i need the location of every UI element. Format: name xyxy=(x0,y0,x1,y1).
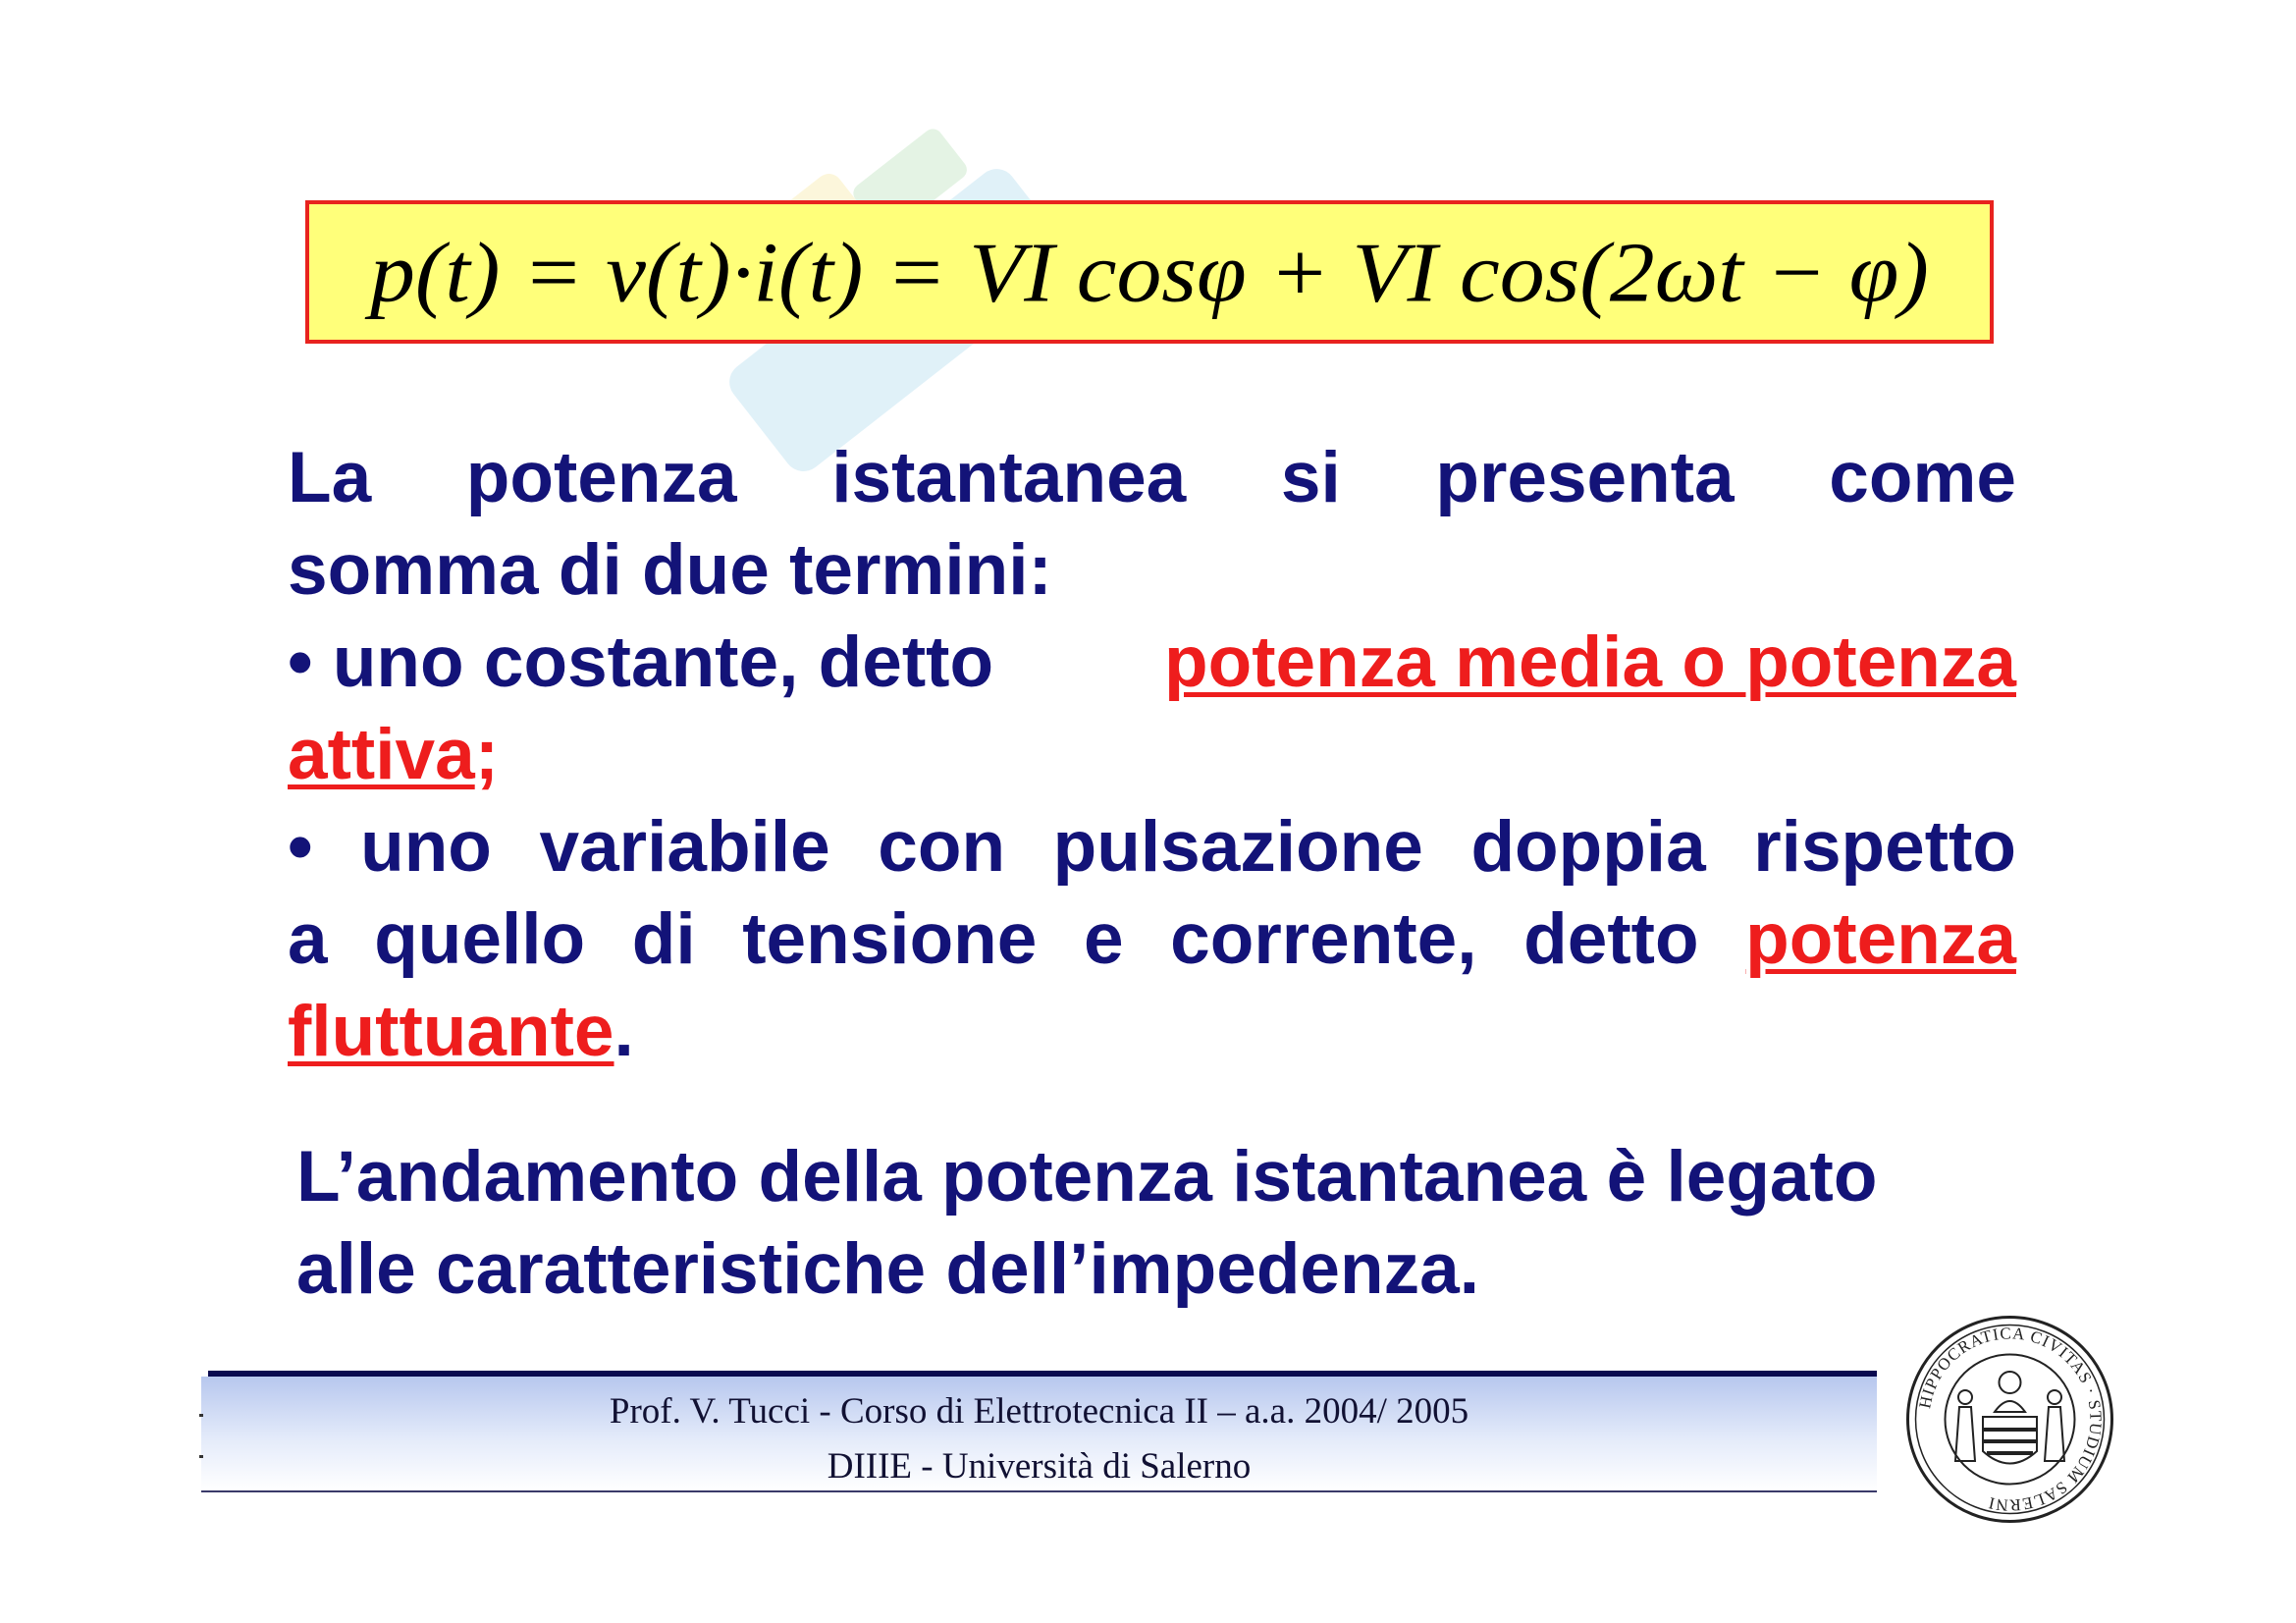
university-seal-icon xyxy=(1904,1314,2115,1525)
formula-box xyxy=(305,200,1994,344)
highlight-potenza-media: potenza media o potenza xyxy=(1164,622,2016,702)
highlight-attiva: attiva xyxy=(288,715,475,794)
seal-text: HIPPOCRATICA CIVITAS · STUDIUM SALERNI xyxy=(1915,1324,2106,1515)
bullet-1-text: • uno costante, detto xyxy=(288,622,1014,702)
word: rispetto xyxy=(1753,807,2016,887)
paragraph-line-2: somma di due termini: xyxy=(288,530,1052,610)
highlight-potenza: potenza xyxy=(1745,899,2016,979)
word: potenza xyxy=(465,438,737,517)
bullet-2-line-1 xyxy=(288,801,2016,893)
main-paragraph xyxy=(288,432,2016,1078)
formula-text: p(t) = v(t)·i(t) = VI cosφ + VI cos(2ωt − φ) xyxy=(363,225,1929,320)
word: come xyxy=(1829,438,2016,517)
word: con xyxy=(878,807,1006,887)
word: detto xyxy=(1523,899,1699,979)
word: variabile xyxy=(539,807,830,887)
word: corrente, xyxy=(1170,899,1477,979)
word: uno xyxy=(360,807,492,887)
bullet-1-line-2 xyxy=(288,709,2016,801)
word: istantanea xyxy=(831,438,1187,517)
word: a xyxy=(288,899,328,979)
word: e xyxy=(1083,899,1124,979)
word: di xyxy=(631,899,696,979)
word: pulsazione xyxy=(1052,807,1423,887)
footer-course: Prof. V. Tucci - Corso di Elettrotecnica II – a.a. 2004/ 2005 xyxy=(609,1391,1469,1432)
closing-line-1: L’andamento della potenza istantanea è legato xyxy=(296,1137,1878,1217)
word: • xyxy=(288,807,313,887)
word: quello xyxy=(374,899,586,979)
formula-equation xyxy=(309,204,1990,340)
bullet-2-line-2 xyxy=(288,893,2016,986)
word: si xyxy=(1280,438,1341,517)
highlight-fluttuante: fluttuante xyxy=(288,992,614,1071)
word: presenta xyxy=(1435,438,1735,517)
bullet-1-line-1 xyxy=(288,617,2016,709)
word: tensione xyxy=(742,899,1038,979)
bullet-1-suffix: ; xyxy=(474,715,500,794)
closing-line-2: alle caratteristiche dell’impedenza. xyxy=(296,1229,1479,1309)
bullet-2-suffix: . xyxy=(614,992,634,1071)
word: doppia xyxy=(1470,807,1706,887)
bullet-2-line-3 xyxy=(288,986,2016,1078)
footer-university: DIIIE - Università di Salerno xyxy=(827,1446,1252,1487)
word: La xyxy=(288,438,372,517)
closing-paragraph xyxy=(296,1131,2024,1316)
paragraph-line-1 xyxy=(288,432,2016,524)
